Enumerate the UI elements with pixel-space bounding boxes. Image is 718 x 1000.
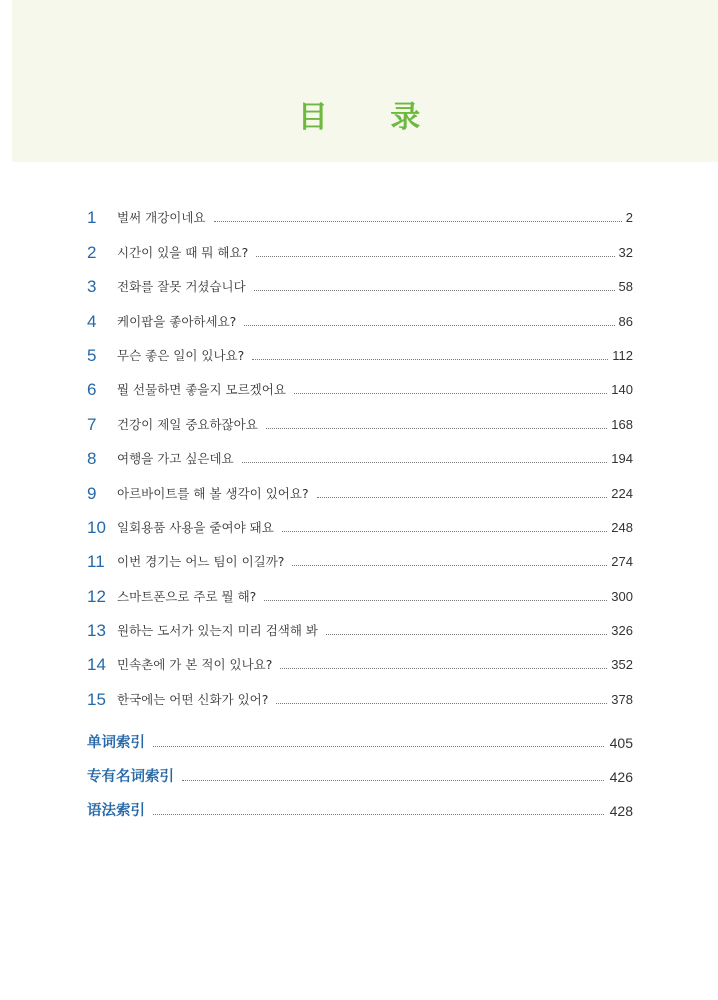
toc-page-number: 2 (625, 210, 633, 226)
index-title: 单词索引 (87, 735, 145, 751)
toc-page-number: 194 (611, 451, 633, 467)
toc-page-number: 248 (611, 519, 633, 535)
toc-row-14[interactable] (87, 643, 633, 677)
toc-title: 무슨 좋은 일이 있나요? (117, 347, 245, 363)
dot-leader (242, 462, 608, 463)
toc-title: 민속촌에 가 본 적이 있나요? (117, 657, 273, 673)
toc-title: 벌써 개강이네요 (117, 210, 206, 226)
toc-page-number: 86 (618, 313, 633, 329)
dot-leader (317, 497, 608, 498)
page-title: 目 录 (297, 100, 447, 135)
toc-number: 3 (87, 277, 97, 297)
dot-leader (244, 325, 614, 326)
toc-row-4[interactable] (87, 299, 633, 333)
toc-title: 스마트폰으로 주로 뭘 해? (117, 588, 257, 604)
toc-row-7[interactable] (87, 402, 633, 436)
dot-leader (153, 814, 604, 815)
toc-title: 여행을 가고 싶은데요 (117, 451, 234, 467)
index-title: 语法索引 (87, 803, 145, 819)
toc-number: 2 (87, 242, 97, 262)
toc-row-3[interactable] (87, 265, 633, 299)
toc-title: 건강이 제일 중요하잖아요 (117, 416, 258, 432)
toc-number: 7 (87, 414, 97, 434)
toc-row-12[interactable] (87, 574, 633, 608)
dot-leader (280, 668, 607, 669)
toc-number: 8 (87, 449, 97, 469)
toc-row-10[interactable] (87, 506, 633, 540)
index-page-number: 428 (609, 803, 633, 819)
dot-leader (294, 393, 607, 394)
toc-title: 전화를 잘못 거셨습니다 (117, 279, 246, 295)
toc-page-number: 352 (611, 657, 633, 673)
index-page-number: 426 (609, 769, 633, 785)
toc-row-13[interactable] (87, 609, 633, 643)
toc-page-number: 58 (618, 279, 633, 295)
index-page-number: 405 (609, 735, 633, 751)
toc-page-number: 274 (611, 554, 633, 570)
toc-number: 9 (87, 483, 97, 503)
toc-page-number: 326 (611, 623, 633, 639)
toc-row-1[interactable] (87, 196, 633, 230)
toc-title: 케이팝을 좋아하세요? (117, 313, 237, 329)
toc-number: 14 (87, 655, 106, 675)
toc-title: 아르바이트를 해 볼 생각이 있어요? (117, 485, 309, 501)
toc-page-number: 112 (612, 347, 633, 363)
toc-number: 10 (87, 517, 106, 537)
index-section (87, 722, 633, 824)
toc-row-6[interactable] (87, 368, 633, 402)
dot-leader (292, 565, 607, 566)
dot-leader (266, 428, 608, 429)
toc-title: 한국에는 어떤 신화가 있어? (117, 691, 269, 707)
toc-number: 4 (87, 311, 97, 331)
toc-title: 원하는 도서가 있는지 미리 검색해 봐 (117, 623, 318, 639)
dot-leader (276, 703, 607, 704)
index-title: 专有名词索引 (87, 769, 174, 785)
toc-title: 시간이 있을 때 뭐 해요? (117, 244, 249, 260)
table-of-contents (87, 196, 633, 712)
toc-number: 15 (87, 689, 106, 709)
toc-page-number: 224 (611, 485, 633, 501)
toc-page-number: 168 (611, 416, 633, 432)
dot-leader (182, 780, 604, 781)
toc-number: 13 (87, 621, 106, 641)
dot-leader (256, 256, 614, 257)
toc-row-8[interactable] (87, 437, 633, 471)
toc-number: 1 (87, 208, 97, 228)
index-row-grammar[interactable] (87, 790, 633, 824)
toc-row-9[interactable] (87, 471, 633, 505)
dot-leader (282, 531, 607, 532)
dot-leader (252, 359, 608, 360)
dot-leader (214, 221, 622, 222)
toc-row-5[interactable] (87, 334, 633, 368)
dot-leader (326, 634, 607, 635)
toc-page-number: 378 (611, 691, 633, 707)
toc-row-11[interactable] (87, 540, 633, 574)
index-row-words[interactable] (87, 722, 633, 756)
toc-number: 12 (87, 586, 106, 606)
toc-number: 6 (87, 380, 97, 400)
dot-leader (264, 600, 607, 601)
toc-number: 5 (87, 345, 97, 365)
toc-row-2[interactable] (87, 230, 633, 264)
toc-title: 일회용품 사용을 줄여야 돼요 (117, 519, 274, 535)
toc-title: 뭘 선물하면 좋을지 모르겠어요 (117, 382, 286, 398)
toc-title: 이번 경기는 어느 팀이 이길까? (117, 554, 285, 570)
index-row-proper-nouns[interactable] (87, 756, 633, 790)
dot-leader (153, 746, 604, 747)
toc-page-number: 32 (618, 244, 633, 260)
dot-leader (254, 290, 615, 291)
toc-number: 11 (87, 552, 105, 572)
toc-page-number: 300 (611, 588, 633, 604)
toc-row-15[interactable] (87, 677, 633, 711)
toc-page-number: 140 (611, 382, 633, 398)
